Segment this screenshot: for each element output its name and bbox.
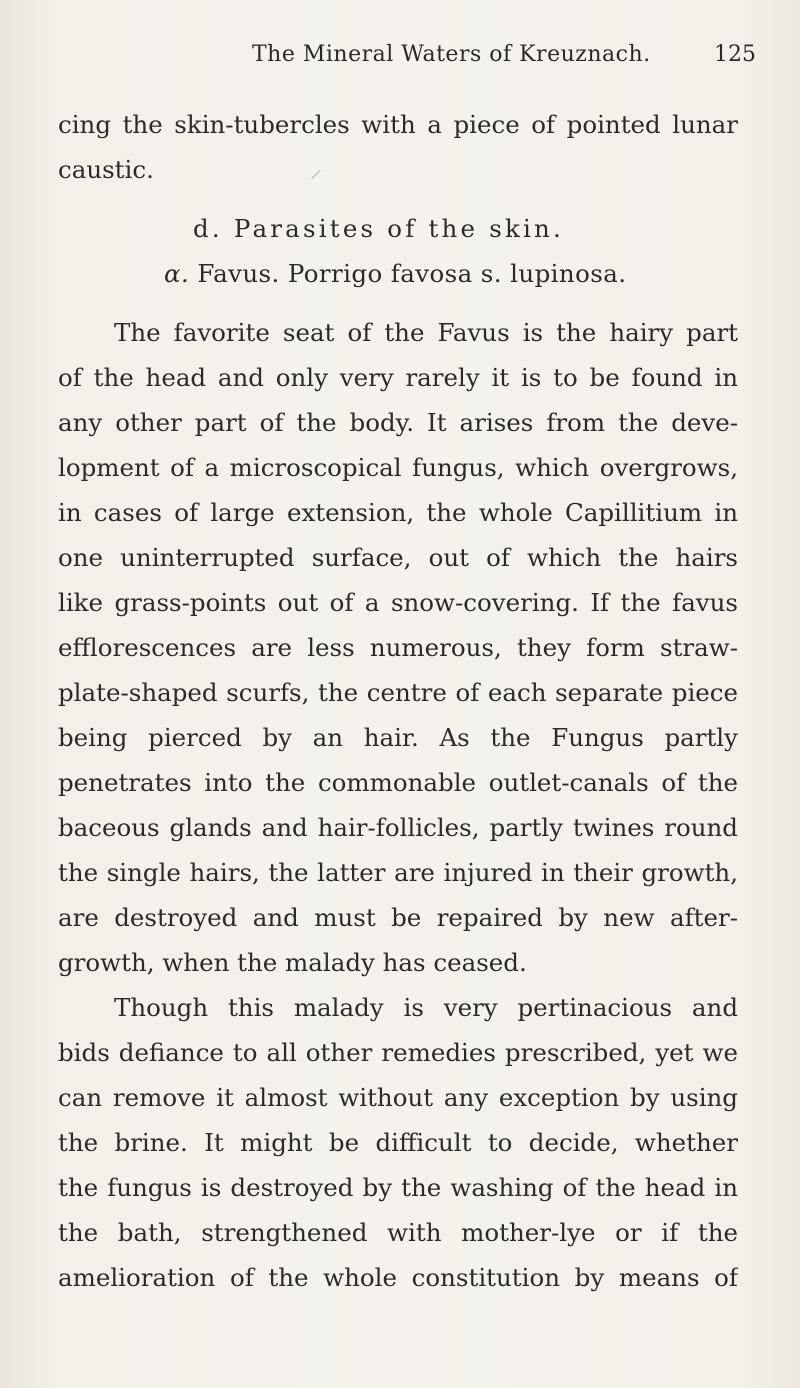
page-number: 125	[714, 42, 756, 67]
paragraph-line: are destroyed and must be repaired by new after-	[58, 903, 738, 932]
paragraph-line: Though this malady is very pertinacious and	[114, 993, 738, 1022]
spacer	[58, 296, 738, 310]
paragraph-line: penetrates into the commonable outlet-canals of the	[58, 768, 738, 797]
text-line: cing the skin-tubercles with a piece of pointed lunar	[58, 110, 738, 139]
paragraph-line: the brine. It might be difficult to decide, whether	[58, 1128, 738, 1157]
spacer	[58, 192, 738, 206]
running-title: The Mineral Waters of Kreuznach.	[252, 42, 651, 67]
subheading	[58, 251, 738, 296]
paragraph-line: the single hairs, the latter are injured in their growth,	[58, 858, 738, 887]
paragraph-line: any other part of the body. It arises from the deve-	[58, 408, 738, 437]
paragraph-line: the fungus is destroyed by the washing of the head in	[58, 1173, 738, 1202]
paragraph-line: growth, when the malady has ceased.	[58, 948, 527, 977]
subheading-letter: α.	[164, 259, 190, 288]
paragraph-line: one uninterrupted surface, out of which the hairs	[58, 543, 738, 572]
paragraph-line: The favorite seat of the Favus is the hairy part	[114, 318, 738, 347]
paragraph-line: lopment of a microscopical fungus, which overgrows,	[58, 453, 738, 482]
paragraph-line: the bath, strengthened with mother-lye or if the	[58, 1218, 738, 1247]
paragraph-line: bids defiance to all other remedies prescribed, yet we	[58, 1038, 738, 1067]
subheading-text: Favus. Porrigo favosa s. lupinosa.	[197, 259, 627, 288]
paragraph-line: baceous glands and hair-follicles, partly twines round	[58, 813, 738, 842]
paragraph-line: in cases of large extension, the whole Capillitium in	[58, 498, 738, 527]
section-heading: d. Parasites of the skin.	[193, 214, 565, 243]
page-header	[0, 42, 800, 82]
paragraph-line: can remove it almost without any exception by using	[58, 1083, 738, 1112]
paragraph-line: amelioration of the whole constitution by means of	[58, 1263, 738, 1292]
paragraph-line: plate-shaped scurfs, the centre of each separate piece	[58, 678, 738, 707]
text-line: caustic.	[58, 155, 154, 184]
paragraph-line: like grass-points out of a snow-covering. If the favus	[58, 588, 738, 617]
body-text	[58, 102, 738, 1300]
paragraph-line: being pierced by an hair. As the Fungus partly	[58, 723, 738, 752]
paragraph-line: of the head and only very rarely it is to be found in	[58, 363, 738, 392]
paragraph-line: efflorescences are less numerous, they form straw-	[58, 633, 738, 662]
